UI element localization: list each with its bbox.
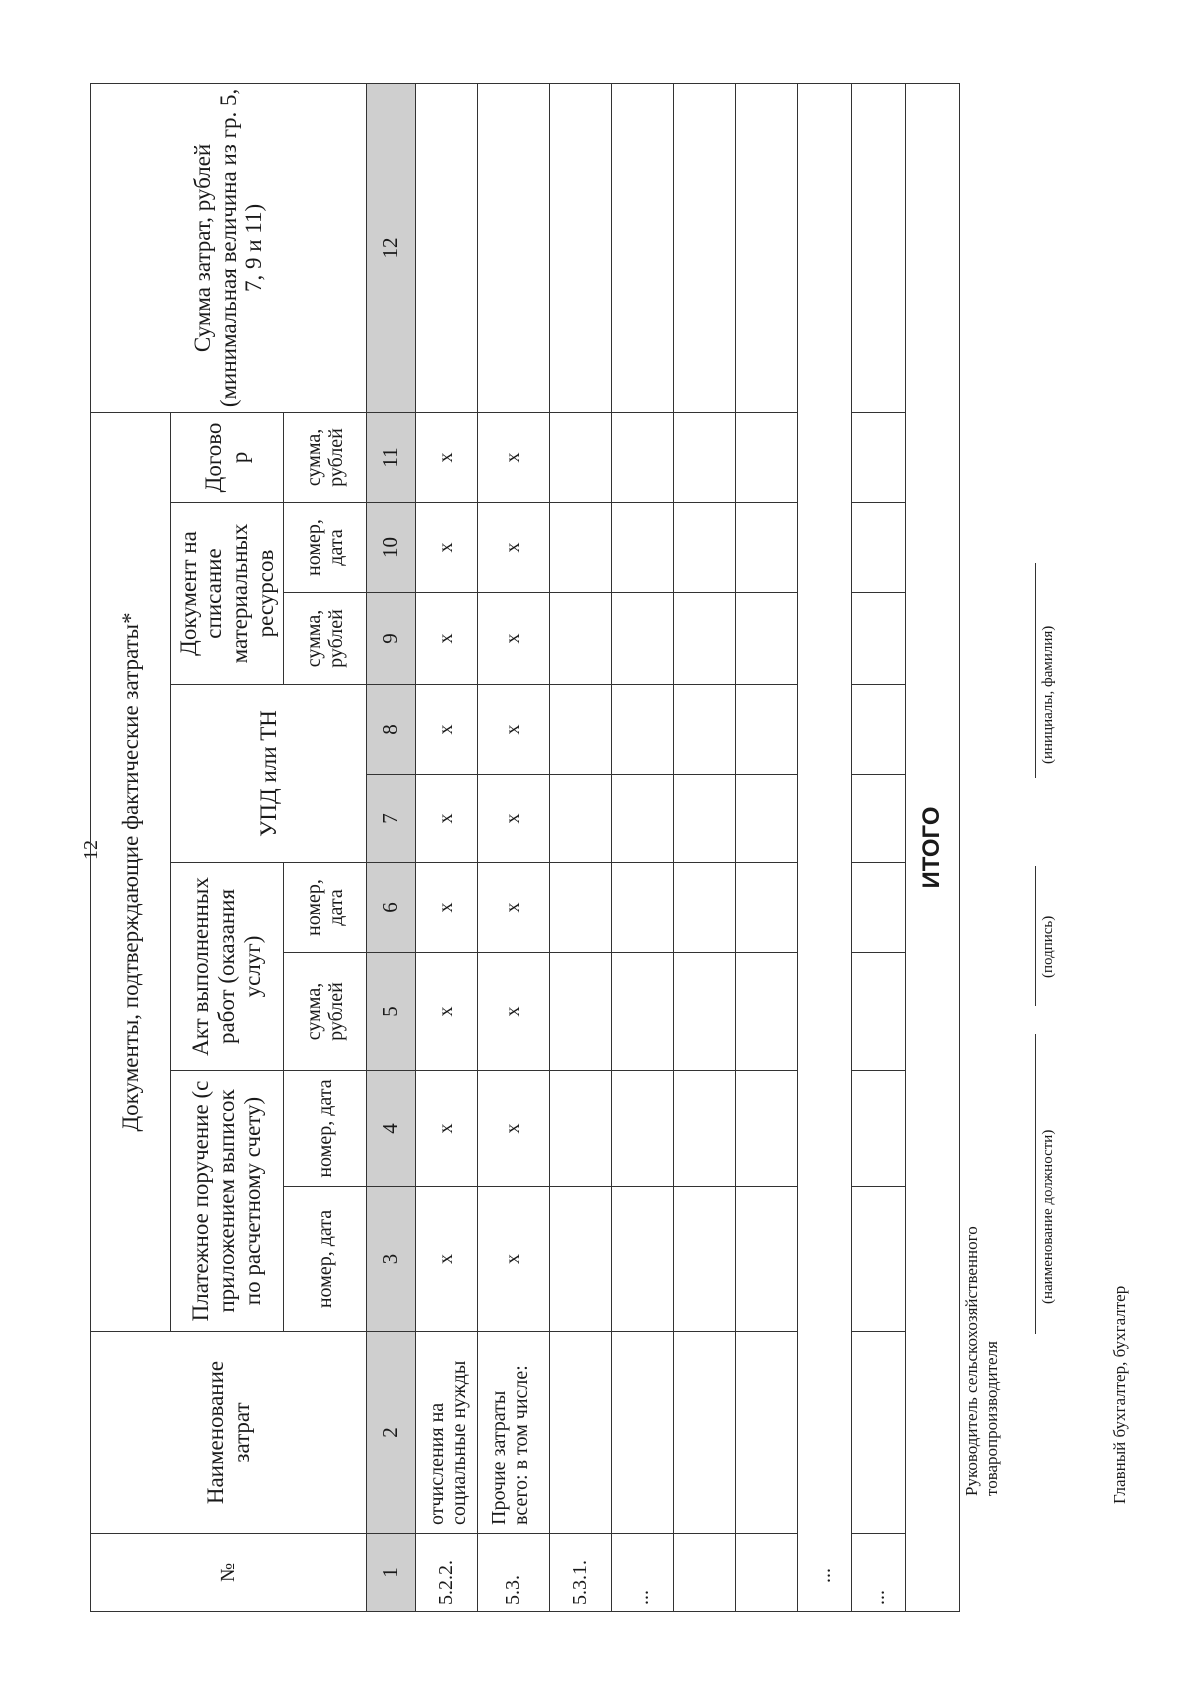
row-cell	[852, 1332, 906, 1534]
row-cell	[674, 1071, 736, 1187]
row-cell	[852, 863, 906, 953]
row-cell: х	[478, 775, 550, 863]
data-rows	[416, 83, 960, 1611]
table-row	[736, 83, 798, 1611]
row-cell	[736, 863, 798, 953]
row-cell	[736, 503, 798, 593]
col-num: 5	[367, 953, 416, 1071]
row-cell	[674, 685, 736, 775]
col-num: 10	[367, 503, 416, 593]
ellipsis-cell: ...	[798, 83, 852, 1611]
signature-caption: (подпись)	[1040, 915, 1056, 978]
row-cell	[550, 953, 612, 1071]
row-cell: х	[416, 503, 478, 593]
initials-line	[1035, 563, 1036, 778]
row-cell: х	[416, 685, 478, 775]
row-cell	[674, 503, 736, 593]
table-row	[478, 83, 550, 1611]
row-cell: х	[478, 1071, 550, 1187]
row-cell	[612, 83, 674, 412]
row-cell	[674, 863, 736, 953]
row-cell	[612, 863, 674, 953]
row-number: 5.2.2.	[416, 1534, 478, 1612]
row-cell: х	[416, 1187, 478, 1332]
row-number: ...	[852, 1534, 906, 1612]
row-cell	[852, 685, 906, 775]
row-cell	[674, 1187, 736, 1332]
row-cell	[550, 503, 612, 593]
row-cell	[550, 83, 612, 412]
total-label: ИТОГО	[906, 83, 960, 1611]
row-cell	[674, 775, 736, 863]
row-cell	[674, 953, 736, 1071]
col-num: 7	[367, 775, 416, 863]
row-cell	[736, 1071, 798, 1187]
table-row	[416, 83, 478, 1611]
row-cell: х	[416, 1071, 478, 1187]
col-num: 6	[367, 863, 416, 953]
table-row	[674, 83, 736, 1611]
col-num: 9	[367, 593, 416, 685]
signature-line	[1035, 866, 1036, 1006]
row-cell: х	[478, 503, 550, 593]
row-cell	[736, 953, 798, 1071]
col-num: 8	[367, 685, 416, 775]
row-cell	[852, 412, 906, 502]
sub-contract-num-date: номер, дата	[284, 1187, 367, 1332]
row-cell: х	[416, 953, 478, 1071]
row-cost-name: отчисления на социальные нужды	[416, 1332, 478, 1534]
header-payment-order: Платежное поручение (с приложением выписок по расчетному счету)	[171, 1071, 284, 1332]
row-cell	[550, 412, 612, 502]
head-label: Руководитель сельскохозяйственного товаропроизводителя	[962, 1226, 1002, 1496]
sub-payment-num-date: номер, дата	[284, 1071, 367, 1187]
row-cell	[736, 685, 798, 775]
row-cell	[852, 1071, 906, 1187]
row-cell	[550, 593, 612, 685]
header-upd: УПД или ТН	[171, 685, 367, 863]
header-cost-name: Наименование затрат	[91, 1332, 367, 1534]
col-num: 1	[367, 1534, 416, 1612]
row-cost-name	[550, 1332, 612, 1534]
row-cell	[612, 1071, 674, 1187]
row-cell	[612, 412, 674, 502]
col-num: 11	[367, 412, 416, 502]
initials-caption: (инициалы, фамилия)	[1040, 625, 1056, 764]
row-cell	[416, 83, 478, 412]
position-caption: (наименование должности)	[1040, 1129, 1056, 1304]
row-cell	[550, 1071, 612, 1187]
row-number: 5.3.1.	[550, 1534, 612, 1612]
sub-act-num-date: номер, дата	[284, 863, 367, 953]
row-cell	[550, 863, 612, 953]
row-cell	[736, 593, 798, 685]
row-cell	[852, 593, 906, 685]
row-cell: х	[478, 1187, 550, 1332]
row-cell	[612, 503, 674, 593]
row-cell	[736, 412, 798, 502]
total-row	[906, 83, 960, 1611]
row-cell: х	[416, 412, 478, 502]
column-numbers-row	[367, 83, 416, 1611]
ellipsis-row	[798, 83, 852, 1611]
row-cell	[736, 83, 798, 412]
row-cost-name	[736, 1332, 798, 1534]
row-cell: х	[478, 412, 550, 502]
row-number: ...	[612, 1534, 674, 1612]
costs-table	[90, 83, 960, 1612]
row-cell	[674, 412, 736, 502]
row-cell	[612, 953, 674, 1071]
row-cell	[612, 593, 674, 685]
row-cell	[852, 775, 906, 863]
row-cell	[736, 1187, 798, 1332]
row-number	[736, 1534, 798, 1612]
row-cell	[674, 83, 736, 412]
header-contract: Договор	[171, 412, 284, 502]
table-row	[852, 83, 906, 1611]
row-cell	[852, 503, 906, 593]
row-cell	[852, 953, 906, 1071]
sub-writeoff-num-date: номер, дата	[284, 503, 367, 593]
header-no: №	[91, 1534, 367, 1612]
row-cell: х	[416, 593, 478, 685]
table-row	[612, 83, 674, 1611]
col-num: 4	[367, 1071, 416, 1187]
row-cell	[550, 1187, 612, 1332]
col-num: 2	[367, 1332, 416, 1534]
row-number	[674, 1534, 736, 1612]
row-cell: х	[478, 593, 550, 685]
row-cost-name	[612, 1332, 674, 1534]
row-cell: х	[416, 863, 478, 953]
position-line	[1035, 1034, 1036, 1334]
chief-accountant-label: Главный бухгалтер, бухгалтер	[1110, 1285, 1129, 1504]
col-num: 3	[367, 1187, 416, 1332]
row-cost-name: Прочие затраты всего: в том числе:	[478, 1332, 550, 1534]
header-total-sum: Сумма затрат, рублей (минимальная величина из гр. 5, 7, 9 и 11)	[91, 83, 367, 412]
row-cell: х	[478, 685, 550, 775]
row-cell	[550, 685, 612, 775]
row-number: 5.3.	[478, 1534, 550, 1612]
row-cell	[852, 1187, 906, 1332]
header-docs-group: Документы, подтверждающие фактические затраты*	[91, 412, 171, 1331]
table-row	[550, 83, 612, 1611]
row-cost-name	[674, 1332, 736, 1534]
row-cell	[612, 1187, 674, 1332]
page-number: 12	[80, 840, 102, 860]
header-act: Акт выполненных работ (оказания услуг)	[171, 863, 284, 1071]
row-cell	[612, 775, 674, 863]
sub-act-sum: сумма, рублей	[284, 593, 367, 685]
row-cell: х	[416, 775, 478, 863]
row-cell	[478, 83, 550, 412]
header-writeoff: Документ на списание материальных ресурсов	[171, 503, 284, 685]
sub-payment-sum: сумма, рублей	[284, 953, 367, 1071]
col-num: 12	[367, 83, 416, 412]
row-cell	[852, 83, 906, 412]
row-cell	[612, 685, 674, 775]
row-cell	[550, 775, 612, 863]
sub-writeoff-sum: сумма, рублей	[284, 412, 367, 502]
row-cell	[674, 593, 736, 685]
row-cell	[736, 775, 798, 863]
row-cell: х	[478, 863, 550, 953]
row-cell: х	[478, 953, 550, 1071]
